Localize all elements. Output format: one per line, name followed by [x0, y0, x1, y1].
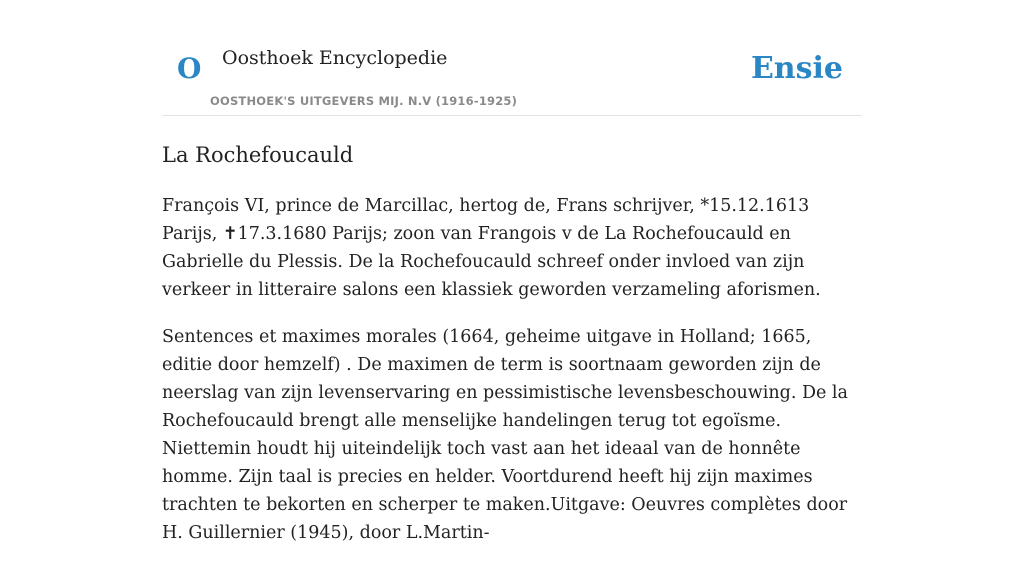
page	[162, 0, 862, 543]
entry-paragraph-2: Sentences et maximes morales (1664, geheime uitgave in Holland; 1665, editie door hemzelf) . De maximen de term is soortnaam geworden zijn de neerslag van zijn levenservaring en pessimistische levensbeschouwing. De la Rochefoucauld brengt alle menselijke handelingen terug tot egoïsme. Niettemin houdt hij uiteindelijk toch vast aan het ideaal van de honnête homme. Zijn taal is precies en helder. Voortdurend heeft hij zijn maximes trachten te bekorten en scherper te maken.Uitgave: Oeuvres complètes door H. Guillernier (1945), door L.Martin-	[162, 327, 848, 543]
site-header	[162, 0, 862, 116]
oosthoek-logo-icon[interactable]: O	[177, 52, 202, 85]
entry-paragraph-1: François VI, prince de Marcillac, hertog de, Frans schrijver, *15.12.1613 Parijs, ✝17.3.1680 Parijs; zoon van Frangois v de La Rochefoucauld en Gabrielle du Plessis. De la Rochefoucauld schreef onder invloed van zijn verkeer in litteraire salons een klassiek geworden verzameling aforismen.	[162, 196, 821, 300]
entry-title: La Rochefoucauld	[162, 143, 354, 167]
ensie-brand-link[interactable]: Ensie	[750, 51, 843, 86]
entry-content	[162, 192, 862, 566]
site-title[interactable]: Oosthoek Encyclopedie	[222, 47, 448, 69]
site-subtitle: OOSTHOEK'S UITGEVERS MIJ. N.V (1916-1925)	[210, 94, 518, 108]
